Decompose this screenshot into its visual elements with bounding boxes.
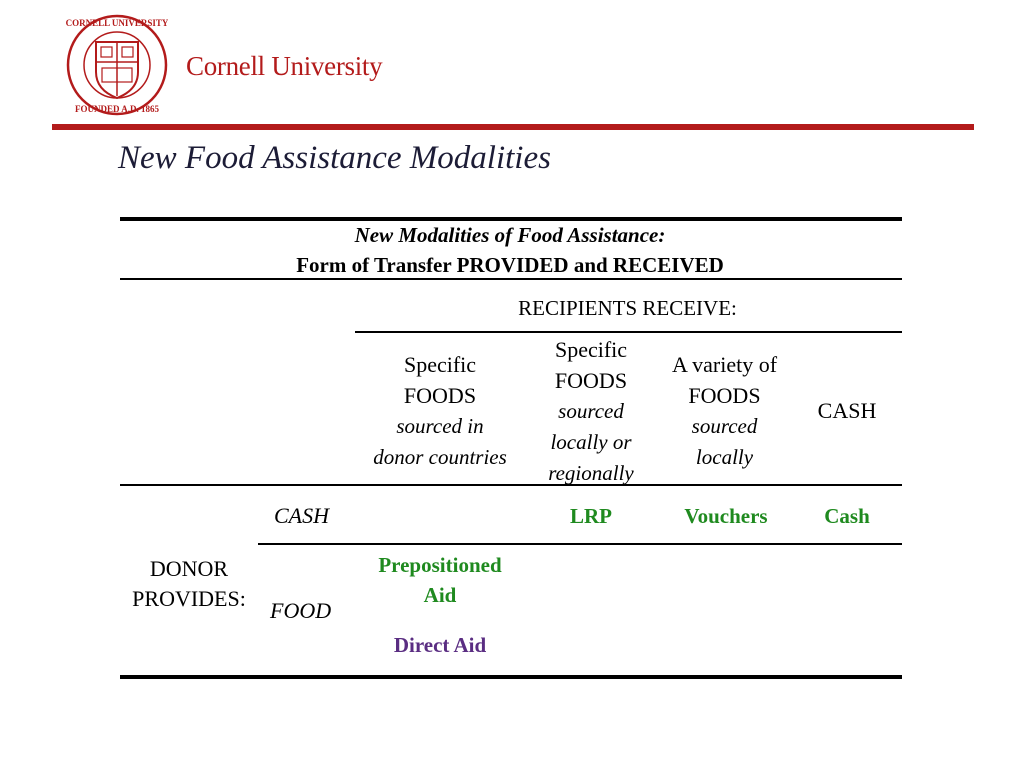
column-header-donor-foods: Specific FOODS sourced in donor countries [373, 352, 507, 469]
cell-cash: Cash [824, 504, 870, 528]
cell-direct-aid: Direct Aid [393, 633, 487, 657]
cell-vouchers: Vouchers [684, 504, 768, 528]
column-header-local-regional-foods: Specific FOODS sourced locally or regionally [548, 337, 634, 485]
row-label-food: FOOD [270, 598, 332, 623]
table-caption-line1: New Modalities of Food Assistance: [354, 223, 666, 247]
table-top-rule [120, 217, 902, 221]
cell-lrp: LRP [570, 504, 612, 528]
header-divider [52, 124, 974, 130]
recipients-rule [355, 331, 902, 333]
caption-rule [120, 278, 902, 280]
column-header-cash: CASH [817, 398, 877, 423]
table-caption-line2: Form of Transfer PROVIDED and RECEIVED [296, 253, 724, 277]
header-bottom-rule [120, 484, 902, 486]
cash-row-rule [258, 543, 902, 545]
column-header-variety-foods: A variety of FOODS sourced locally [671, 352, 778, 469]
row-label-cash: CASH [274, 503, 329, 528]
brand-name: Cornell University [186, 51, 383, 81]
seal-text-bottom: FOUNDED A.D. 1865 [74, 104, 160, 114]
slide-title: New Food Assistance Modalities [118, 140, 551, 176]
cell-prepositioned-aid: Prepositioned Aid [378, 553, 502, 607]
table-bottom-rule [120, 675, 902, 679]
donor-provides-label: DONOR PROVIDES: [132, 556, 246, 611]
seal-text-top: CORNELL UNIVERSITY [66, 18, 168, 28]
recipients-header: RECIPIENTS RECEIVE: [518, 296, 737, 320]
cornell-seal-icon [66, 14, 168, 116]
